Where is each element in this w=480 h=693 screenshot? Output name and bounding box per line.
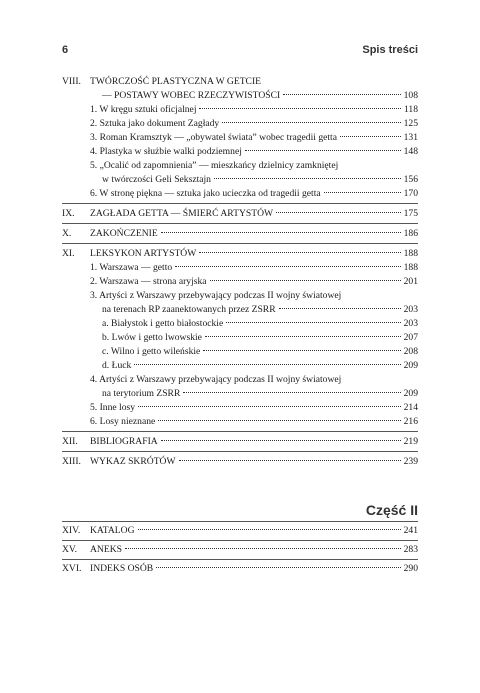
dot-leader bbox=[324, 192, 401, 193]
dot-leader bbox=[214, 178, 401, 179]
toc-title: KATALOG bbox=[90, 525, 135, 536]
dot-leader bbox=[138, 406, 401, 407]
dot-leader bbox=[210, 280, 401, 281]
toc-title: b. Lwów i getto lwowskie bbox=[102, 332, 202, 343]
toc-entry-viii bbox=[0, 75, 480, 88]
toc-page: 241 bbox=[403, 525, 418, 536]
dot-leader bbox=[245, 150, 401, 151]
dot-leader bbox=[134, 364, 400, 365]
toc-entry-ix bbox=[0, 207, 480, 220]
toc-entry bbox=[102, 317, 418, 330]
dot-leader bbox=[161, 232, 401, 233]
toc-entry bbox=[102, 89, 418, 102]
dot-leader bbox=[340, 136, 401, 137]
toc-entry-xiv bbox=[0, 524, 480, 537]
toc-entry bbox=[90, 401, 418, 414]
section-divider bbox=[62, 243, 418, 244]
dot-leader bbox=[222, 122, 400, 123]
dot-leader bbox=[203, 350, 400, 351]
toc-entry bbox=[90, 289, 418, 302]
toc-entry-x bbox=[0, 227, 480, 240]
dot-leader bbox=[199, 108, 400, 109]
dot-leader bbox=[205, 336, 401, 337]
toc-title: na terenach RP zaanektowanych przez ZSRR bbox=[102, 304, 276, 315]
toc-entry bbox=[90, 415, 418, 428]
section-divider bbox=[62, 203, 418, 204]
toc-title: 2. Sztuka jako dokument Zagłady bbox=[90, 118, 220, 129]
toc-page: 201 bbox=[403, 276, 418, 287]
toc-page: 175 bbox=[403, 208, 418, 219]
toc-title: 3. Roman Kramsztyk — „obywatel świata” wobec tragedii getta bbox=[90, 132, 337, 143]
dot-leader bbox=[183, 392, 400, 393]
section-divider bbox=[62, 451, 418, 452]
toc-title: 5. Inne losy bbox=[90, 402, 136, 413]
dot-leader bbox=[175, 266, 400, 267]
toc-page: 203 bbox=[403, 304, 418, 315]
toc-page: 118 bbox=[403, 104, 418, 115]
section-divider bbox=[62, 431, 418, 432]
dot-leader bbox=[138, 529, 401, 530]
dot-leader bbox=[179, 460, 401, 461]
toc-entry bbox=[90, 117, 418, 130]
section-divider bbox=[62, 540, 418, 541]
toc-title: 6. Losy nieznane bbox=[90, 416, 156, 427]
toc-title: — POSTAWY WOBEC RZECZYWISTOŚCI bbox=[102, 90, 281, 101]
toc-entry bbox=[90, 103, 418, 116]
toc-title: 1. Warszawa — getto bbox=[90, 262, 173, 273]
section-divider bbox=[62, 223, 418, 224]
dot-leader bbox=[276, 212, 401, 213]
toc-page: 108 bbox=[403, 90, 418, 101]
toc-title: 1. W kręgu sztuki oficjalnej bbox=[90, 104, 197, 115]
toc-entry-xiii bbox=[0, 455, 480, 468]
toc-entry-xvi bbox=[0, 562, 480, 575]
toc-entry bbox=[90, 159, 418, 172]
toc-page: 131 bbox=[403, 132, 418, 143]
toc-page: 186 bbox=[403, 228, 418, 239]
toc-entry bbox=[90, 145, 418, 158]
toc-title: w twórczości Geli Seksztajn bbox=[102, 174, 211, 185]
toc-title: ZAKOŃCZENIE bbox=[90, 228, 158, 239]
toc-entry-xi bbox=[0, 247, 480, 260]
dot-leader bbox=[156, 567, 400, 568]
toc-page: 283 bbox=[403, 544, 418, 555]
page-number: 6 bbox=[62, 44, 69, 56]
toc-number: VIII. bbox=[62, 76, 81, 87]
toc-page: 125 bbox=[403, 118, 418, 129]
dot-leader bbox=[199, 252, 400, 253]
dot-leader bbox=[158, 420, 400, 421]
toc-entry-xii bbox=[0, 435, 480, 448]
toc-entry bbox=[90, 275, 418, 288]
dot-leader bbox=[283, 94, 400, 95]
toc-title: 2. Warszawa — strona aryjska bbox=[90, 276, 207, 287]
running-title: Spis treści bbox=[362, 44, 418, 56]
toc-page: 170 bbox=[403, 188, 418, 199]
toc-page: 188 bbox=[403, 262, 418, 273]
toc-entry bbox=[102, 173, 418, 186]
part-heading: Część II bbox=[365, 502, 418, 518]
toc-entry bbox=[90, 131, 418, 144]
toc-entry-xv bbox=[0, 543, 480, 556]
toc-page: 290 bbox=[403, 563, 418, 574]
toc-title: ZAGŁADA GETTA — ŚMIERĆ ARTYSTÓW bbox=[90, 208, 274, 219]
toc-page: 216 bbox=[403, 416, 418, 427]
toc-page: 156 bbox=[403, 174, 418, 185]
toc-number: IX. bbox=[62, 208, 75, 219]
toc-number: XII. bbox=[62, 436, 78, 447]
toc-entry bbox=[102, 345, 418, 358]
toc-entry bbox=[90, 261, 418, 274]
toc-entry bbox=[102, 359, 418, 372]
toc-title: TWÓRCZOŚĆ PLASTYCZNA W GETCIE bbox=[90, 76, 262, 87]
toc-title: WYKAZ SKRÓTÓW bbox=[90, 456, 176, 467]
toc-page: 203 bbox=[403, 318, 418, 329]
dot-leader bbox=[125, 548, 401, 549]
toc-title: c. Wilno i getto wileńskie bbox=[102, 346, 201, 357]
toc-title: a. Białystok i getto białostockie bbox=[102, 318, 224, 329]
toc-page: 209 bbox=[403, 360, 418, 371]
toc-entry bbox=[90, 187, 418, 200]
dot-leader bbox=[226, 322, 400, 323]
toc-title: 4. Plastyka w służbie walki podziemnej bbox=[90, 146, 242, 157]
toc-page: 208 bbox=[403, 346, 418, 357]
toc-title: na terytorium ZSRR bbox=[102, 388, 181, 399]
section-divider bbox=[62, 521, 418, 522]
dot-leader bbox=[161, 440, 401, 441]
toc-number: XI. bbox=[62, 248, 75, 259]
toc-title: LEKSYKON ARTYSTÓW bbox=[90, 248, 197, 259]
toc-title: 5. „Ocalić od zapomnienia” — mieszkańcy dzielnicy zamkniętej bbox=[90, 160, 339, 171]
toc-number: XVI. bbox=[62, 563, 82, 574]
toc-title: INDEKS OSÓB bbox=[90, 563, 154, 574]
toc-title: ANEKS bbox=[90, 544, 122, 555]
toc-entry bbox=[102, 387, 418, 400]
toc-page: 207 bbox=[403, 332, 418, 343]
dot-leader bbox=[279, 308, 401, 309]
toc-title: d. Łuck bbox=[102, 360, 132, 371]
toc-title: 3. Artyści z Warszawy przebywający podczas II wojny światowej bbox=[90, 290, 342, 301]
toc-page: 148 bbox=[403, 146, 418, 157]
toc-page: 239 bbox=[403, 456, 418, 467]
toc-page: 219 bbox=[403, 436, 418, 447]
toc-title: 6. W stronę piękna — sztuka jako ucieczka od tragedii getta bbox=[90, 188, 321, 199]
toc-page: 209 bbox=[403, 388, 418, 399]
toc-number: XV. bbox=[62, 544, 78, 555]
section-divider bbox=[62, 559, 418, 560]
toc-number: XIV. bbox=[62, 525, 81, 536]
toc-title: BIBLIOGRAFIA bbox=[90, 436, 158, 447]
toc-entry bbox=[102, 331, 418, 344]
toc-number: XIII. bbox=[62, 456, 81, 467]
toc-entry bbox=[102, 303, 418, 316]
toc-entry bbox=[90, 373, 418, 386]
toc-page: 188 bbox=[403, 248, 418, 259]
toc-title: 4. Artyści z Warszawy przebywający podczas II wojny światowej bbox=[90, 374, 342, 385]
toc-page: 214 bbox=[403, 402, 418, 413]
toc-number: X. bbox=[62, 228, 72, 239]
